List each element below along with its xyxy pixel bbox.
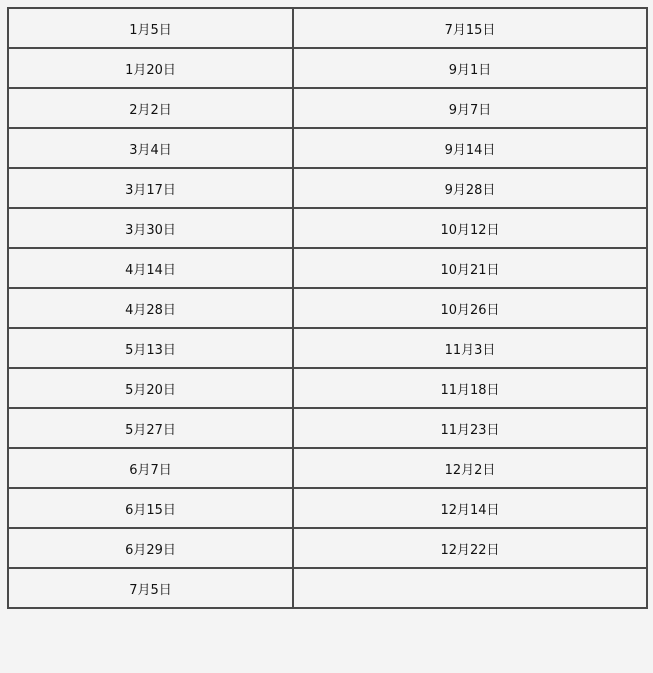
date-cell: 11月18日 bbox=[293, 368, 647, 408]
table-row bbox=[8, 168, 647, 208]
table-row bbox=[8, 488, 647, 528]
date-cell: 11月3日 bbox=[293, 328, 647, 368]
date-cell: 5月20日 bbox=[8, 368, 293, 408]
date-cell: 9月7日 bbox=[293, 88, 647, 128]
date-cell: 1月20日 bbox=[8, 48, 293, 88]
table-row bbox=[8, 48, 647, 88]
table-row bbox=[8, 528, 647, 568]
date-cell: 3月4日 bbox=[8, 128, 293, 168]
table-row bbox=[8, 88, 647, 128]
table-row bbox=[8, 208, 647, 248]
table-row bbox=[8, 568, 647, 608]
date-cell: 11月23日 bbox=[293, 408, 647, 448]
date-cell: 10月26日 bbox=[293, 288, 647, 328]
dates-table-body bbox=[8, 8, 647, 608]
date-cell: 12月14日 bbox=[293, 488, 647, 528]
date-cell: 6月29日 bbox=[8, 528, 293, 568]
date-cell: 2月2日 bbox=[8, 88, 293, 128]
date-cell: 10月12日 bbox=[293, 208, 647, 248]
date-cell: 6月15日 bbox=[8, 488, 293, 528]
date-cell: 12月2日 bbox=[293, 448, 647, 488]
table-row bbox=[8, 328, 647, 368]
date-cell: 1月5日 bbox=[8, 8, 293, 48]
date-cell: 7月5日 bbox=[8, 568, 293, 608]
date-cell: 9月28日 bbox=[293, 168, 647, 208]
date-cell: 3月30日 bbox=[8, 208, 293, 248]
table-row bbox=[8, 408, 647, 448]
date-cell: 4月28日 bbox=[8, 288, 293, 328]
date-cell: 5月13日 bbox=[8, 328, 293, 368]
table-row bbox=[8, 368, 647, 408]
date-cell: 4月14日 bbox=[8, 248, 293, 288]
dates-table bbox=[7, 7, 648, 609]
table-row bbox=[8, 448, 647, 488]
date-cell: 6月7日 bbox=[8, 448, 293, 488]
date-cell: 9月14日 bbox=[293, 128, 647, 168]
date-cell: 3月17日 bbox=[8, 168, 293, 208]
date-cell: 12月22日 bbox=[293, 528, 647, 568]
date-cell: 10月21日 bbox=[293, 248, 647, 288]
table-row bbox=[8, 288, 647, 328]
date-cell: 7月15日 bbox=[293, 8, 647, 48]
empty-cell bbox=[293, 568, 647, 608]
date-cell: 5月27日 bbox=[8, 408, 293, 448]
date-cell: 9月1日 bbox=[293, 48, 647, 88]
table-row bbox=[8, 128, 647, 168]
table-row bbox=[8, 8, 647, 48]
table-row bbox=[8, 248, 647, 288]
